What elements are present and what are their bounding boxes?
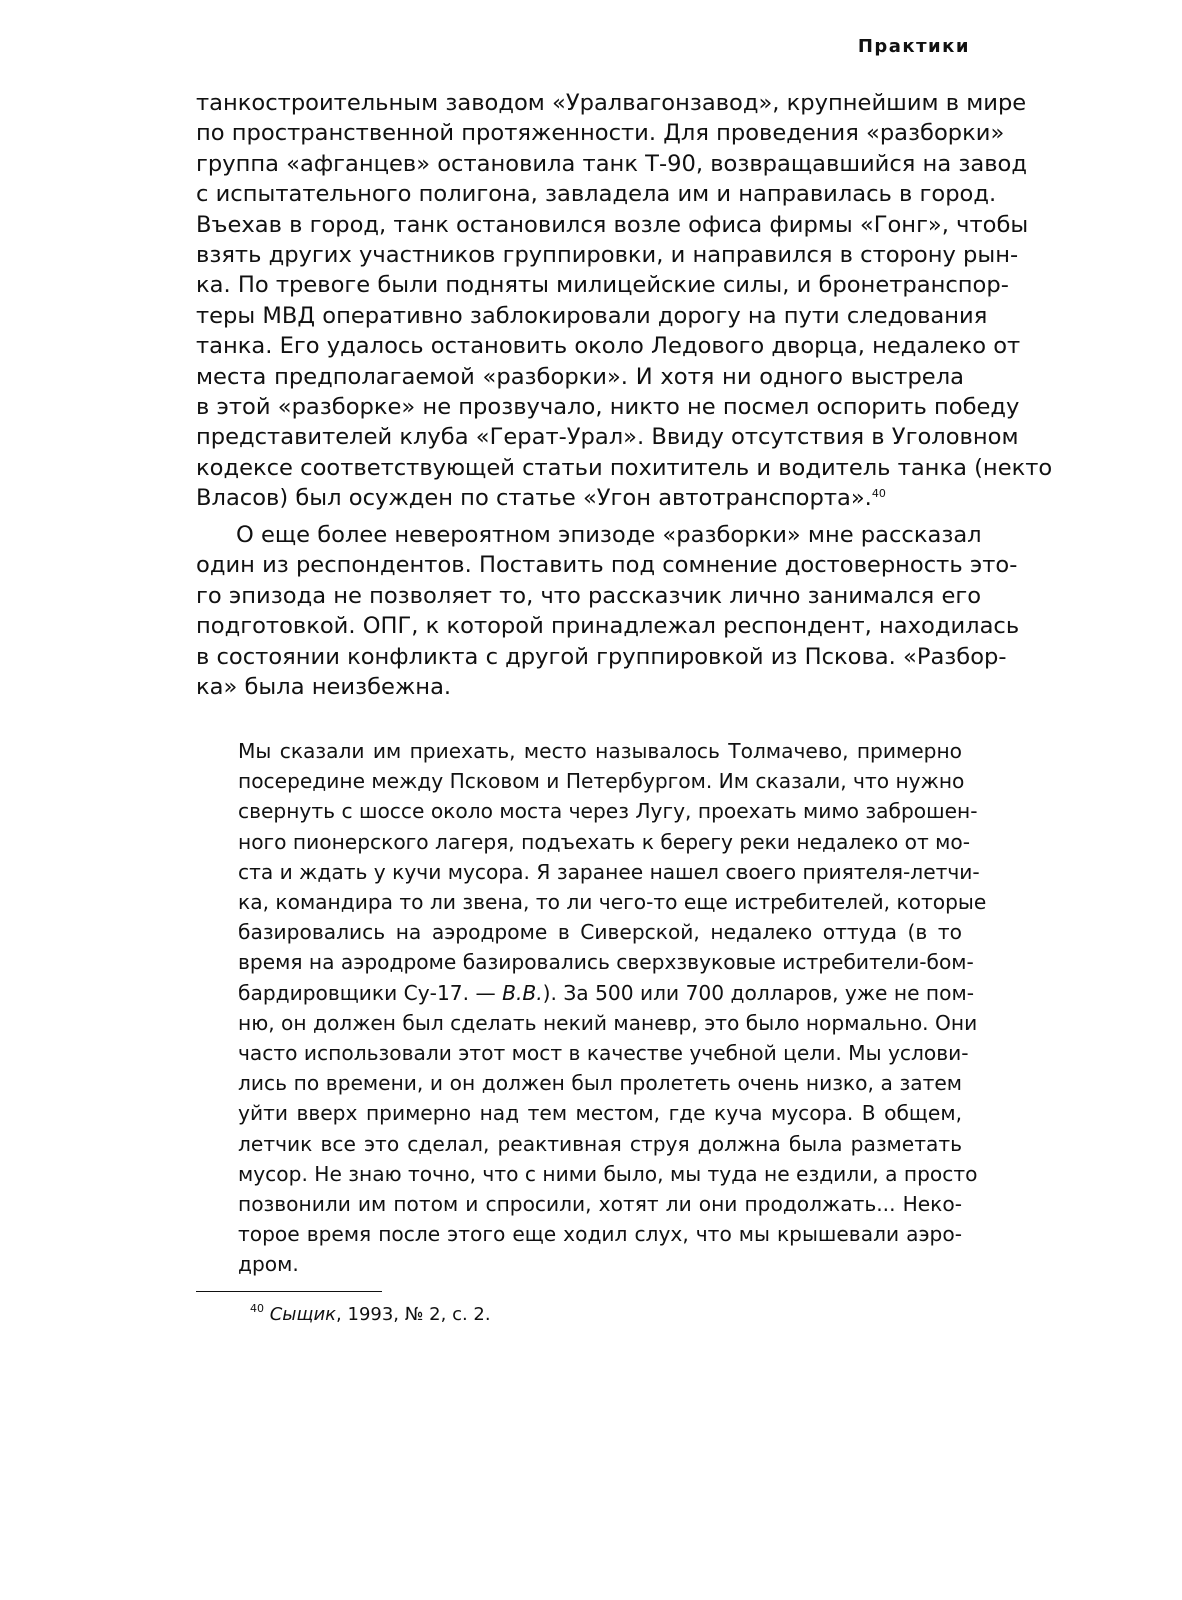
footnote-source-title: Сыщик — [269, 1304, 337, 1325]
text-line: О еще более невероятном эпизоде «разборки» мне рассказал — [236, 522, 982, 548]
block-quote — [238, 736, 987, 1280]
quote-line: мусор. Не знаю точно, что с ними было, мы туда не ездили, а просто — [238, 1161, 978, 1186]
text-line: по пространственной протяженности. Для проведения «разборки» — [196, 120, 1005, 147]
text-line: в состоянии конфликта с другой группировкой из Пскова. «Разбор- — [196, 643, 1007, 670]
quote-line: время на аэродроме базировались сверхзвуковые истребители-бом- — [238, 950, 974, 975]
quote-line: часто использовали этот мост в качестве учебной цели. Мы услови- — [238, 1041, 969, 1066]
text-line: го эпизода не позволяет то, что рассказчик лично занимался его — [196, 582, 982, 609]
text-line: один из респондентов. Поставить под сомнение достоверность это- — [196, 552, 1018, 579]
text-line: взять других участников группировки, и направился в сторону рын- — [196, 242, 1019, 269]
footnote-ref-40[interactable]: 40 — [871, 487, 886, 501]
footnote-number: 40 — [250, 1302, 264, 1315]
quote-line: свернуть с шоссе около моста через Лугу, проехать мимо заброшен- — [238, 799, 978, 824]
footnote-divider — [196, 1291, 382, 1292]
quote-line: ного пионерского лагеря, подъехать к берегу реки недалеко от мо- — [238, 829, 970, 854]
footnote-source-details: , 1993, № 2, с. 2. — [336, 1304, 491, 1325]
running-head: Практики — [857, 36, 970, 57]
quote-line: уйти вверх примерно над тем местом, где куча мусора. В общем, — [238, 1101, 962, 1126]
quote-line: базировались на аэродроме в Сиверской, недалеко оттуда (в то — [238, 920, 962, 945]
quote-line: ста и ждать у кучи мусора. Я заранее нашел своего приятеля-летчи- — [238, 859, 980, 884]
quote-line: посередине между Псковом и Петербургом. Им сказали, что нужно — [238, 769, 965, 794]
text-line: подготовкой. ОПГ, к которой принадлежал респондент, находилась — [196, 613, 1020, 640]
text-line: места предполагаемой «разборки». И хотя ни одного выстрела — [196, 363, 964, 390]
quote-line: позвонили им потом и спросили, хотят ли они продолжать... Неко- — [238, 1192, 962, 1217]
text-line: в этой «разборке» не прозвучало, никто не посмел оспорить победу — [196, 394, 1020, 421]
quote-line-suffix: ). За 500 или 700 долларов, уже не пом- — [542, 980, 974, 1005]
quote-line: летчик все это сделал, реактивная струя должна была разметать — [238, 1131, 962, 1156]
author-initials: В.В. — [502, 980, 543, 1005]
quote-line: лись по времени, и он должен был пролететь очень низко, а затем — [238, 1071, 962, 1096]
text-line-content: Власов) был осужден по статье «Угон автотранспорта». — [196, 485, 872, 512]
quote-line — [238, 978, 974, 1008]
quote-line: ка, командира то ли звена, то ли чего-то еще истребителей, которые — [238, 890, 987, 915]
quote-line: ню, он должен был сделать некий маневр, это было нормально. Они — [238, 1010, 978, 1035]
text-line: Въехав в город, танк остановился возле офиса фирмы «Гонг», чтобы — [196, 211, 1029, 238]
paragraph-1 — [196, 88, 1053, 514]
text-line: танка. Его удалось остановить около Ледового дворца, недалеко от — [196, 333, 1021, 360]
text-line: группа «афганцев» остановила танк Т-90, возвращавшийся на завод — [196, 150, 1027, 177]
footnote-40 — [250, 1303, 491, 1327]
paragraph-2 — [196, 520, 1020, 702]
text-line: ка. По тревоге были подняты милицейские силы, и бронетранспор- — [196, 272, 1009, 299]
text-line: ка» была неизбежна. — [196, 674, 452, 701]
quote-line-prefix: бардировщики Су-17. — — [238, 980, 503, 1005]
quote-line: торое время после этого еще ходил слух, что мы крышевали аэро- — [238, 1222, 962, 1247]
text-line — [196, 483, 964, 513]
text-line: кодексе соответствующей статьи похититель и водитель танка (некто — [196, 454, 1053, 481]
quote-line: Мы сказали им приехать, место называлось Толмачево, примерно — [238, 739, 962, 763]
text-line: теры МВД оперативно заблокировали дорогу на пути следования — [196, 302, 988, 329]
text-line: представителей клуба «Герат-Урал». Ввиду отсутствия в Уголовном — [196, 424, 1019, 451]
quote-line: дром. — [238, 1252, 299, 1277]
text-line: танкостроительным заводом «Уралвагонзавод», крупнейшим в мире — [196, 90, 1027, 116]
text-line: с испытательного полигона, завладела им и направилась в город. — [196, 181, 997, 208]
